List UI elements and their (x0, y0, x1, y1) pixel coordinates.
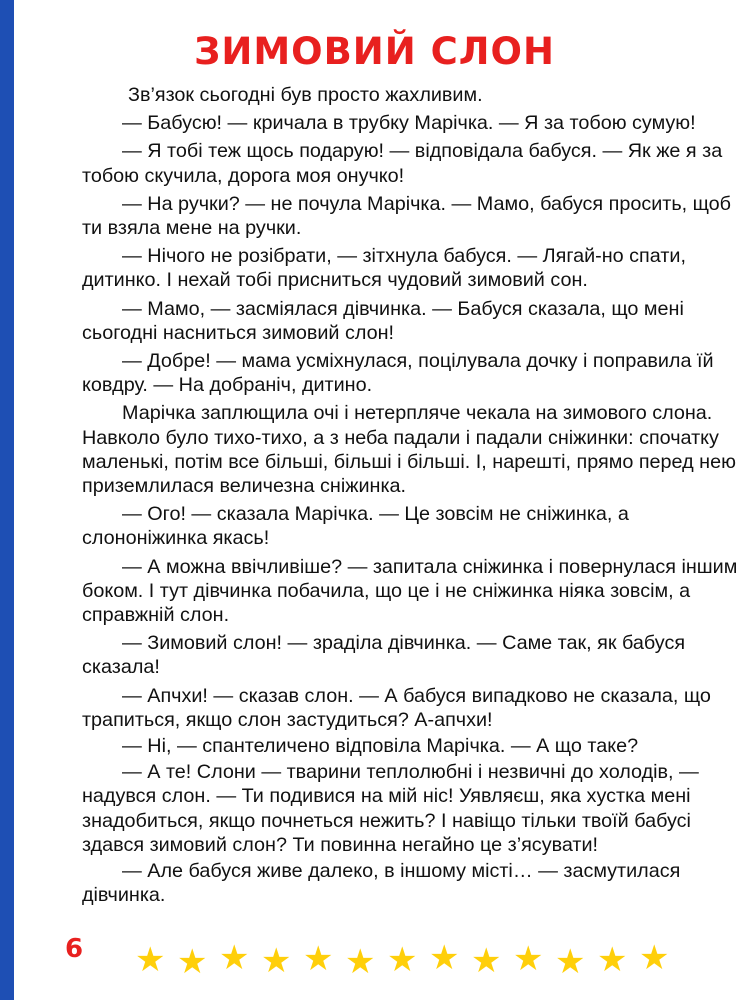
paragraph (68, 859, 749, 907)
paragraph (68, 401, 749, 498)
paragraph (68, 760, 749, 857)
paragraph (68, 555, 749, 628)
paragraph-text: — Але бабуся живе далеко, в іншому місті… — засмутилася дівчинка. (82, 860, 681, 907)
paragraph (68, 631, 749, 679)
paragraph-text: — На ручки? — не почула Марічка. — Мамо, бабуся просить, щоб ти взяла мене на ручки. (82, 192, 732, 240)
paragraph (68, 297, 749, 345)
star-icon: ★ (303, 939, 334, 979)
paragraph-text: Зв’язок сьогодні був просто жахливим. (128, 84, 483, 106)
star-icon: ★ (429, 938, 460, 978)
paragraph (68, 139, 749, 187)
paragraph (68, 734, 749, 758)
star-icon: ★ (135, 940, 166, 980)
paragraph (68, 192, 749, 240)
star-icon: ★ (177, 942, 208, 982)
paragraph-text: — Я тобі теж щось подарую! — відповідала бабуся. — Як же я за тобою скучила, дорога моя онучко! (82, 140, 723, 187)
paragraph-text: — А те! Слони — тварини теплолюбні і незвичні до холодів, — надувся слон. — Ти подивися на мій ніс! Уявляєш, яка хустка мені знадобиться, якщо почнеться нежить? І навіщо тільки твоїй бабусі здався зимовий слон? Ти повинна негайно це з’ясувати! (82, 761, 699, 856)
star-icon: ★ (387, 940, 418, 980)
paragraph (68, 684, 749, 732)
paragraph (68, 244, 749, 292)
star-icon: ★ (261, 941, 292, 981)
paragraph-text: — Апчхи! — сказав слон. — А бабуся випадково не сказала, що трапиться, якщо слон застудиться? А-апчхи! (82, 684, 711, 731)
star-icon: ★ (471, 941, 502, 981)
star-icon: ★ (555, 942, 586, 982)
story-body (82, 83, 749, 908)
paragraph (68, 502, 749, 550)
paragraph-text: — Добре! — мама усміхнулася, поцілувала дочку і поправила їй ковдру. — На добраніч, дитино. (82, 350, 714, 397)
page-edge-bar (0, 0, 14, 1000)
star-icon: ★ (639, 938, 670, 978)
page-number: 6 (65, 934, 84, 964)
star-icon: ★ (345, 942, 376, 982)
story-title: ЗИМОВИЙ СЛОН (194, 30, 555, 73)
star-icon: ★ (219, 938, 250, 978)
star-decoration-row (135, 940, 695, 980)
paragraph-text: — А можна ввічливіше? — запитала сніжинка і повернулася іншим боком. І тут дівчинка побачила, що це і не сніжинка ніяка зовсім, а справжній слон. (82, 555, 738, 627)
paragraph-text: — Ні, — спантеличено відповіла Марічка. — А що таке? (122, 735, 639, 758)
paragraph-text: Марічка заплющила очі і нетерпляче чекала на зимового слона. Навколо було тихо-тихо, а з неба падали і падали сніжинки: спочатку маленькі, потім все більші, більші і більші. І, нарешті, прямо перед нею приземлилася величезна сніжинка. (82, 402, 736, 498)
paragraph-text: — Мамо, — засміялася дівчинка. — Бабуся сказала, що мені сьогодні насниться зимовий слон! (82, 297, 684, 344)
paragraph-text: — Ого! — сказала Марічка. — Це зовсім не сніжинка, а слононіжинка якась! (82, 503, 629, 550)
star-icon: ★ (513, 939, 544, 979)
paragraph (68, 349, 749, 397)
paragraph (82, 83, 749, 107)
star-icon: ★ (597, 940, 628, 980)
paragraph-text: — Бабусю! — кричала в трубку Марічка. — Я за тобою сумую! (122, 112, 696, 135)
paragraph-text: — Нічого не розібрати, — зітхнула бабуся. — Лягай-но спати, дитинко. І нехай тобі присниться чудовий зимовий сон. (82, 245, 686, 292)
paragraph (82, 111, 749, 135)
paragraph-text: — Зимовий слон! — зраділа дівчинка. — Саме так, як бабуся сказала! (82, 632, 686, 679)
